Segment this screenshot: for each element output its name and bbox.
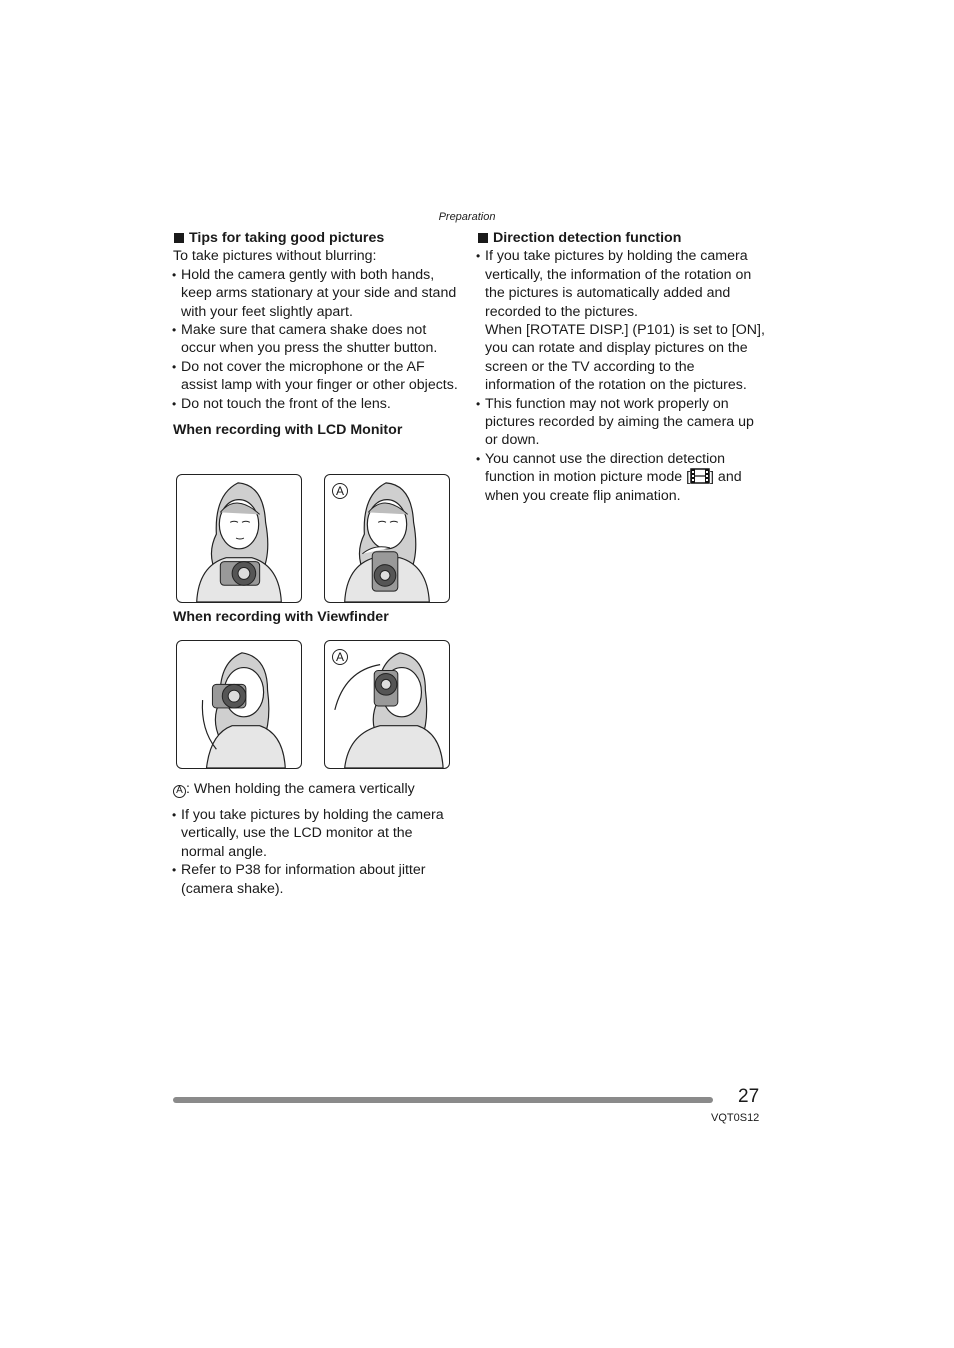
section-label: Preparation <box>438 211 496 223</box>
tip-item: • Make sure that camera shake does not occur when you press the shutter button. <box>173 321 458 358</box>
person-using-viewfinder-icon <box>177 641 301 768</box>
note-item: • Refer to P38 for information about jitter (camera shake). <box>173 861 458 898</box>
note-item: • If you take pictures by holding the camera vertically, use the LCD monitor at the normal angle. <box>173 806 458 861</box>
tips-heading-text: Tips for taking good pictures <box>189 230 385 246</box>
illustration-lcd-vertical <box>324 474 450 603</box>
notes-list <box>173 806 458 898</box>
tip-item: • Do not touch the front of the lens. <box>173 395 458 413</box>
illustration-viewfinder-horizontal <box>176 640 302 769</box>
doc-code: VQT0S12 <box>711 1112 760 1124</box>
illustration-lcd-horizontal <box>176 474 302 603</box>
right-column <box>477 229 767 505</box>
marker-a-icon: A <box>173 785 186 798</box>
footer-bar <box>173 1097 713 1103</box>
tips-list <box>173 266 458 413</box>
direction-item-text: If you take pictures by holding the camera vertically, the information of the rotation on the pictures is automatically added and recorded to the pictures. <box>485 248 752 320</box>
direction-heading <box>477 229 767 247</box>
square-bullet-icon <box>478 233 488 243</box>
motion-picture-mode-icon <box>690 468 710 484</box>
direction-item <box>477 450 767 505</box>
page-number: 27 <box>738 1086 760 1107</box>
marker-a-icon: A <box>332 483 348 499</box>
tips-intro: To take pictures without blurring: <box>173 248 377 265</box>
marker-note-text: : When holding the camera vertically <box>186 781 415 797</box>
viewfinder-heading: When recording with Viewfinder <box>173 609 389 625</box>
direction-item: • This function may not work properly on pictures recorded by aiming the camera up or down. <box>477 395 767 450</box>
direction-item-text-end: ] and when you create flip animation. <box>485 469 742 504</box>
direction-item <box>477 247 767 394</box>
tip-item: • Do not cover the microphone or the AF assist lamp with your finger or other objects. <box>173 358 458 395</box>
square-bullet-icon <box>174 233 184 243</box>
tip-item: • Hold the camera gently with both hands, keep arms stationary at your side and stand with your feet slightly apart. <box>173 266 458 321</box>
illustration-viewfinder-vertical <box>324 640 450 769</box>
person-holding-camera-lcd-icon <box>177 475 301 602</box>
left-column <box>173 229 458 439</box>
direction-item-cont: When [ROTATE DISP.] (P101) is set to [ON], you can rotate and display pictures on the screen or the TV according to the information of the rotation on the pictures. <box>485 322 765 394</box>
direction-heading-text: Direction detection function <box>493 230 682 246</box>
marker-note <box>173 780 415 798</box>
direction-item-text: You cannot use the direction detection function in motion picture mode [ <box>485 450 726 486</box>
marker-a-icon: A <box>332 649 348 665</box>
direction-list <box>477 247 767 505</box>
lcd-heading: When recording with LCD Monitor <box>173 422 403 439</box>
tips-heading <box>173 229 458 247</box>
